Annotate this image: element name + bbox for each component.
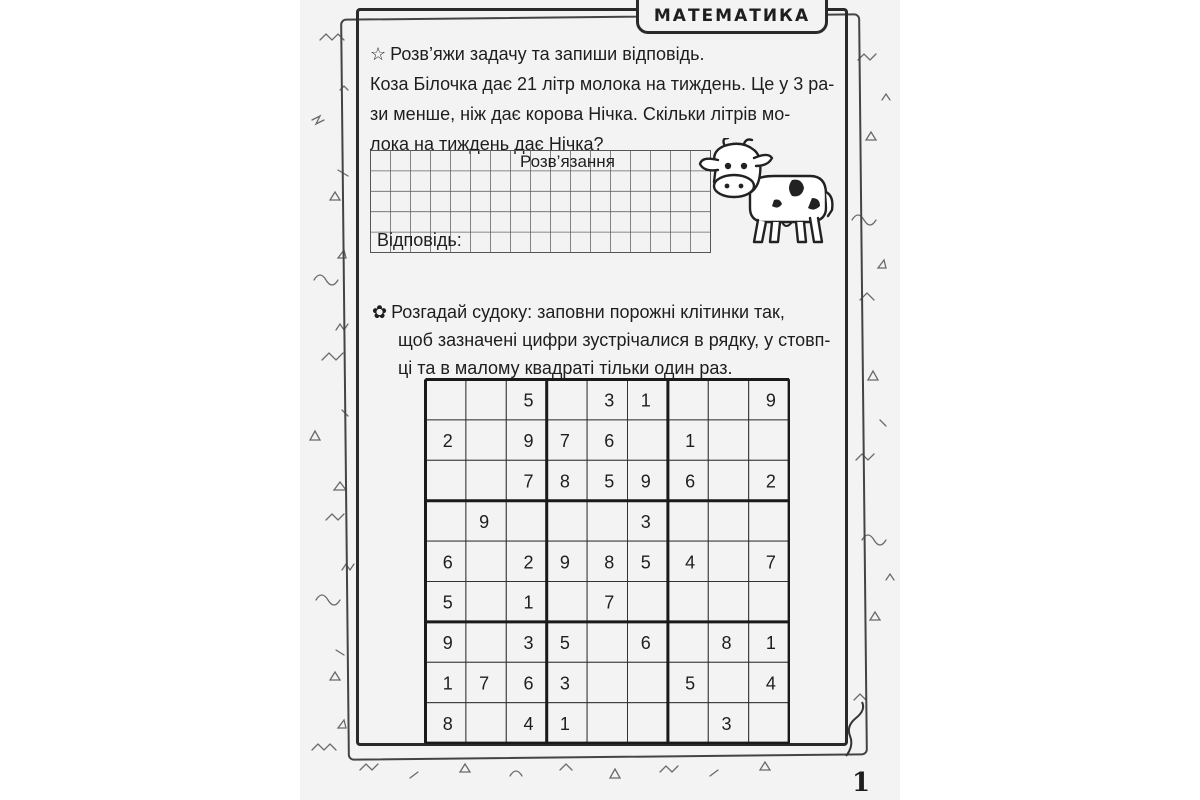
sudoku-digit: 9 [479,511,490,532]
corner-wave-decoration [842,700,882,760]
sudoku-digit: 5 [523,390,534,411]
sudoku-digit: 3 [721,713,732,734]
sudoku-cell[interactable] [708,501,748,541]
sudoku-digit: 4 [523,713,534,734]
sudoku-digit: 1 [559,713,570,734]
sudoku-digit: 2 [765,471,776,492]
sudoku-digit: 3 [640,511,651,532]
sudoku-digit: 1 [765,633,776,654]
sudoku-cell[interactable] [749,501,789,541]
task2-instruction-row-1 [372,298,785,326]
sudoku-digit: 3 [604,390,615,411]
sudoku-digit: 8 [559,471,570,492]
sudoku-digit: 2 [442,431,453,452]
sudoku-digit: 3 [523,633,534,654]
sudoku-digit: 6 [523,673,534,694]
sudoku-cell[interactable] [587,662,627,702]
sudoku-cell[interactable] [466,703,506,743]
sudoku-cell[interactable] [466,380,506,420]
sudoku-cell[interactable] [668,703,708,743]
sudoku-digit: 6 [442,552,453,573]
task1-problem-line-1: Коза Білочка дає 21 літр молока на тиждень. Це у 3 ра- [370,74,835,94]
sudoku-digit: 3 [559,673,570,694]
sudoku-digit: 5 [640,552,651,573]
sudoku-cell[interactable] [708,460,748,500]
sudoku-digit: 9 [765,390,776,411]
sudoku-digit: 9 [442,633,453,654]
sudoku-digit: 5 [559,633,570,654]
star-icon: ☆ [370,44,387,64]
sudoku-cell[interactable] [708,662,748,702]
sudoku-cell[interactable] [426,501,466,541]
task1-problem-line-3: лока на тиждень дає Нічка? [370,134,604,154]
sudoku-digit: 1 [640,390,651,411]
task2-instruction-line-3: ці та в малому квадраті тільки один раз. [398,358,733,378]
sudoku-digit: 1 [523,592,534,613]
sudoku-digit: 5 [442,592,453,613]
cow-illustration [696,138,836,250]
sudoku-cell[interactable] [708,420,748,460]
sudoku-cell[interactable] [668,501,708,541]
sudoku-cell[interactable] [628,420,668,460]
sudoku-cell[interactable] [506,501,546,541]
sudoku-cell[interactable] [749,582,789,622]
sudoku-digit: 9 [523,431,534,452]
sudoku-digit: 9 [559,552,570,573]
sudoku-cell[interactable] [466,420,506,460]
task2-instruction-line-1: Розгадай судоку: заповни порожні клітинки так, [391,302,785,322]
sudoku-cell[interactable] [466,541,506,581]
sudoku-digit: 7 [765,552,776,573]
sudoku-cell[interactable] [587,622,627,662]
sudoku-cell[interactable] [749,703,789,743]
sudoku-cell[interactable] [426,460,466,500]
sudoku-cell[interactable] [466,460,506,500]
sudoku-cell[interactable] [708,582,748,622]
sudoku-digit: 5 [604,471,615,492]
solution-label: Розв’язання [520,152,615,171]
sudoku-digit: 6 [685,471,696,492]
sudoku-digit: 8 [721,633,732,654]
sudoku-cell[interactable] [587,501,627,541]
flower-icon: ✿ [372,302,388,322]
sudoku-digit: 7 [604,592,615,613]
sudoku-cell[interactable] [628,582,668,622]
sudoku-cell[interactable] [547,501,587,541]
sudoku-digit: 7 [479,673,490,694]
subject-title: МАТЕМАТИКА [653,5,811,26]
sudoku-cell[interactable] [668,380,708,420]
sudoku-digit: 4 [685,552,696,573]
task2-instruction-line-2: щоб зазначені цифри зустрічалися в рядку, у стовп- [398,330,831,350]
subject-header [636,0,828,34]
sudoku-cell[interactable] [668,622,708,662]
sudoku-digit: 2 [523,552,534,573]
sudoku-cell[interactable] [708,380,748,420]
sudoku-digit: 4 [765,673,776,694]
sudoku-cell[interactable] [426,380,466,420]
sudoku-digit: 5 [685,673,696,694]
sudoku-digit: 6 [604,431,615,452]
sudoku-digit: 6 [640,633,651,654]
sudoku-cell[interactable] [628,703,668,743]
sudoku-cell[interactable] [749,420,789,460]
task1-instruction-row [370,40,704,68]
sudoku-digit: 1 [685,431,696,452]
sudoku-cell[interactable] [628,662,668,702]
sudoku-digit: 7 [523,471,534,492]
answer-label: Відповідь: [377,230,462,250]
sudoku-cell[interactable] [547,380,587,420]
sudoku-digit: 8 [442,713,453,734]
sudoku-cell[interactable] [466,622,506,662]
sudoku-digit: 9 [640,471,651,492]
page-number: 1 [852,768,871,798]
sudoku-digit: 8 [604,552,615,573]
task1-instruction: Розв’яжи задачу та запиши відповідь. [390,44,705,64]
sudoku-grid[interactable] [424,378,790,744]
sudoku-digit: 1 [442,673,453,694]
sudoku-cell[interactable] [587,703,627,743]
sudoku-cell[interactable] [708,541,748,581]
sudoku-cell[interactable] [547,582,587,622]
sudoku-digit: 7 [559,431,570,452]
sudoku-cell[interactable] [466,582,506,622]
sudoku-cell[interactable] [668,582,708,622]
task1-problem-line-2: зи менше, ніж дає корова Нічка. Скільки літрів мо- [370,104,791,124]
